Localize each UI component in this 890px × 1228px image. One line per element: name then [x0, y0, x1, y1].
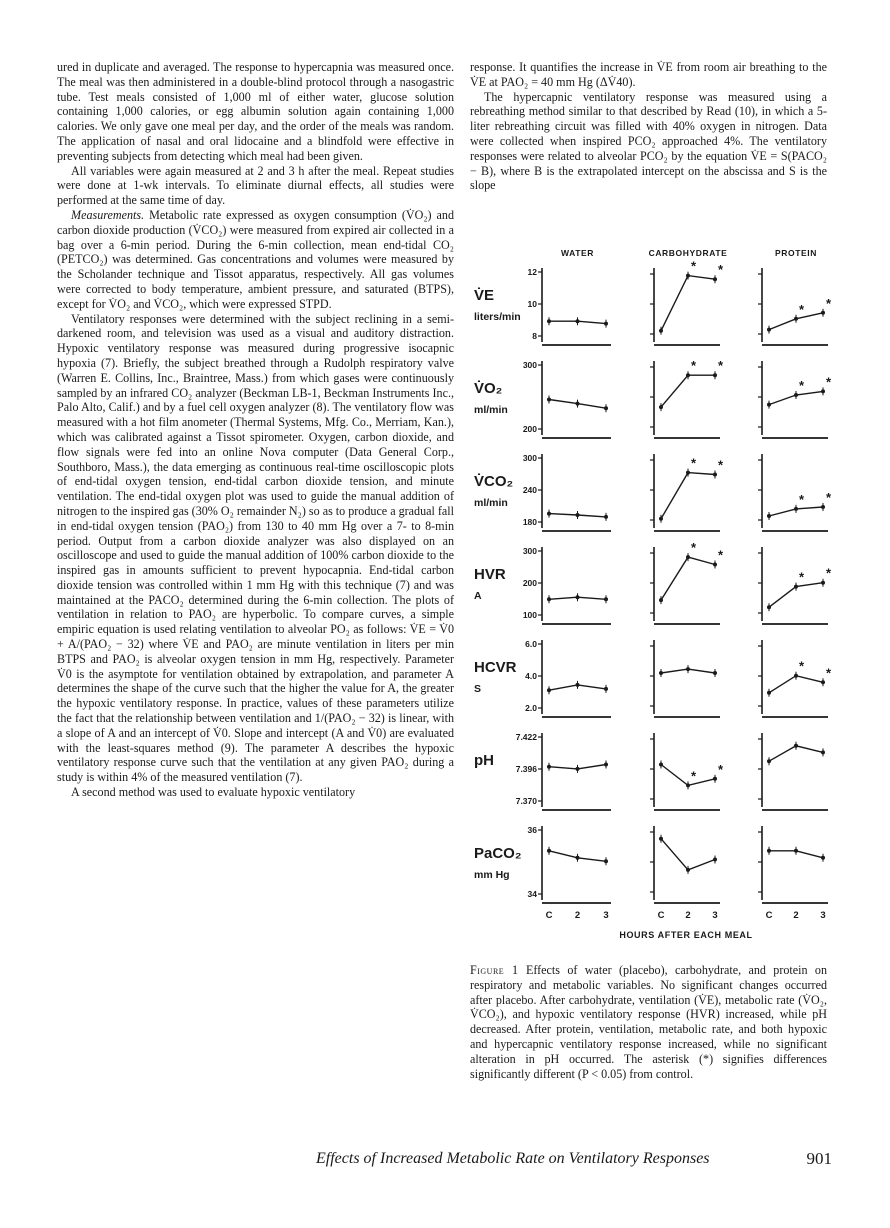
- paragraph: A second method was used to evaluate hypoxic ventilatory: [71, 785, 356, 800]
- figure-chart: [468, 244, 834, 944]
- paragraph: All variables were again measured at 2 and 3 h after the meal. Repeat studies were done at 1-wk intervals. To eliminate diurnal effects, all studies were performed at the same time of day.: [57, 163, 454, 208]
- panel-label: PaCO₂: [474, 845, 522, 862]
- y-tick-label: 200: [522, 424, 537, 434]
- section-heading: Measurements.: [71, 207, 145, 222]
- left-text-column: [57, 60, 454, 800]
- significance-asterisk: *: [691, 258, 697, 274]
- y-tick-label: 34: [527, 889, 537, 899]
- x-tick-label: 3: [712, 910, 718, 921]
- y-tick-label: 240: [522, 485, 537, 495]
- paragraph-text: Metabolic rate expressed as oxygen consumption (V̇O₂) and carbon dioxide production (V̇CO₂) were measured from expired air collected in a bag over a 6-min period. During the 6-min collection, mean end-tidal CO₂ (PETCO₂) was determined. Gas concentrations and volumes were measured by the Scholander technique and Tissot apparatus, respectively. All gas volumes were corrected to body temperature, ambient pressure, and saturated (BTPS), except for V̇O₂ and V̇CO₂, which were expressed STPD.: [57, 207, 454, 311]
- significance-asterisk: *: [826, 490, 832, 505]
- x-tick-label: 3: [820, 910, 826, 921]
- x-tick-label: 2: [685, 910, 691, 921]
- figure-label: Figure 1: [470, 963, 519, 977]
- panel-label: HVR: [474, 566, 506, 583]
- significance-asterisk: *: [799, 301, 805, 317]
- x-axis-label: HOURS AFTER EACH MEAL: [619, 930, 753, 940]
- running-title: Effects of Increased Metabolic Rate on Ventilatory Responses: [316, 1150, 710, 1167]
- y-tick-label: 200: [522, 578, 537, 588]
- y-tick-label: 2.0: [525, 703, 537, 713]
- series-line: [661, 557, 715, 600]
- x-tick-label: 3: [603, 910, 609, 921]
- y-tick-label: 7.422: [515, 732, 537, 742]
- significance-asterisk: *: [799, 658, 805, 674]
- paragraph: response. It quantifies the increase in V̇E from room air breathing to the V̇E at PAO₂ = 40 mm Hg (ΔV̇40).: [470, 60, 827, 89]
- y-tick-label: 7.370: [515, 796, 537, 806]
- y-tick-label: 180: [522, 517, 537, 527]
- y-tick-label: 7.396: [515, 764, 537, 774]
- paragraph: Ventilatory responses were determined with the subject reclining in a semi-darkened room, and television was used as a visual and auditory distraction. Hypoxic ventilatory response was measured during progressive isocapnic hypoxia (7). Briefly, the subject breathed through a Rudolph respiratory valve (Warren E. Collins, Inc., Braintree, Mass.) from which gases were continuously sampled by an infrared CO₂ analyzer (Beckman LB-1, Beckman Instruments Inc., Palo Alto, Calif.) and by a fuel cell oxygen analyzer (8). The ventilatory flow was measured with a hot film anometer (Thermal Systems, Mfg. Co., Merriam, Kan.), which was calibrated against a Tissot spirometer. Oxygen, carbon dioxide, and flow signals were fed into an online Nova computer (Data General Corp., Southboro, Mass.), the data emerging as continuous real-time oscilloscopic plots of end-tidal oxygen tension, end-tidal carbon dioxide tension, and minute ventilation. The end-tidal oxygen plot was used to guide the manual addition of nitrogen to the inspired gas (30% O₂ remainder N₂) so as to produce a gradual fall in end-tidal oxygen tension (PAO₂) from 130 to 40 mm Hg over a 7- to 8-min period. Output from a carbon dioxide analyzer was also displayed on an oscilloscope and used to guide the manual addition of 100% carbon dioxide to the inspired gas in amounts sufficient to prevent hypocapnia. End-tidal carbon dioxide tension was controlled within 1 mm Hg with this technique (7) and was maintained at the PACO₂ determined during the 6-min collection. The plots of ventilation in relation to PAO₂ are hyperbolic. To compare curves, a simple empiric equation is used relating ventilation to alveolar PO₂ as follows: V̇E = V̇0 + A/(PAO₂ − 32) where V̇E and PAO₂ are minute ventilation in liters per min BTPS and PAO₂ is alveolar oxygen tension in mm Hg, respectively. Parameter V̇0 is the asymptote for ventilation obtained by extrapolation, and parameter A determines the shape of the curve such that the higher the value for A, the greater the hypoxic ventilatory response. In practice, values of these parameters utilize the fact that the relationship between ventilation and 1/(PAO₂ − 32) is linear, with a slope of A and an intercept of V̇0. Slope and intercept (A and V̇0) are evaluated with the least-squares method (9). The parameter A describes the hypoxic ventilatory response curve such that the ventilation at any given PAO₂ during a study is within 4% of the measured ventilation (7).: [57, 311, 454, 785]
- column-header: WATER: [560, 248, 595, 258]
- x-tick-label: 2: [793, 910, 799, 921]
- panel-label: V̇O₂: [474, 380, 503, 397]
- x-tick-label: C: [657, 910, 665, 921]
- column-header: CARBOHYDRATE: [648, 248, 728, 258]
- y-tick-label: 8: [532, 331, 537, 341]
- significance-asterisk: *: [718, 358, 724, 374]
- significance-asterisk: *: [691, 768, 697, 784]
- significance-asterisk: *: [826, 665, 832, 681]
- significance-asterisk: *: [691, 455, 697, 471]
- y-tick-label: 10: [527, 299, 537, 309]
- y-tick-label: 4.0: [525, 671, 537, 681]
- paragraph: The hypercapnic ventilatory response was measured using a rebreathing method similar to that described by Read (10), in which a 5-liter rebreathing circuit was filled with 40% oxygen in nitrogen. Data were collected when inspired PCO₂ approached 4%. The ventilatory responses were related to alveolar PCO₂ by the equation V̇E = S(PACO₂ − B), where B is the extrapolated intercept on the abscissa and S is the slope: [470, 89, 827, 193]
- x-tick-label: C: [765, 910, 773, 921]
- right-text-column: [470, 60, 827, 193]
- page-footer: [316, 1150, 832, 1174]
- paragraph-measurements: [57, 208, 454, 312]
- series-line: [661, 473, 715, 519]
- panel-unit: mm Hg: [474, 869, 510, 881]
- series-line: [661, 839, 715, 870]
- panel-unit: ml/min: [474, 404, 508, 416]
- significance-asterisk: *: [691, 358, 697, 374]
- significance-asterisk: *: [826, 374, 832, 390]
- series-line: [661, 276, 715, 331]
- significance-asterisk: *: [718, 457, 724, 473]
- figure-caption: [470, 963, 827, 1081]
- panel-unit: S: [474, 683, 482, 695]
- page-number: 901: [806, 1149, 832, 1168]
- column-header: PROTEIN: [775, 248, 817, 258]
- series-line: [661, 375, 715, 407]
- panel-label: V̇E: [474, 287, 495, 304]
- significance-asterisk: *: [799, 491, 805, 507]
- y-tick-label: 300: [522, 546, 537, 556]
- significance-asterisk: *: [799, 569, 805, 585]
- significance-asterisk: *: [826, 295, 832, 311]
- panel-label: pH: [474, 752, 494, 769]
- x-tick-label: 2: [574, 910, 581, 921]
- caption-text: Effects of water (placebo), carbohydrate, and protein on respiratory and metabolic variables. No significant changes occurred after placebo. After carbohydrate, ventilation (V̇E), metabolic rate (V̇O₂, V̇CO₂), and hypoxic ventilatory response (HVR) increased, while pH decreased. After protein, ventilation, metabolic rate, and both hypoxic and hypercapnic ventilatory response increased, while no significant alteration in pH occurred. The asterisk (*) signifies differences significantly different (P < 0.05) from control.: [470, 963, 827, 1081]
- y-tick-label: 100: [522, 610, 537, 620]
- paragraph: ured in duplicate and averaged. The response to hypercapnia was measured once. The meal was then administered in a double-blind protocol through a nasogastric tube. Test meals consisted of 1,000 ml of either water, glucose solution containing 1,000 calories, or egg albumin solution again containing 1,000 calories. We only gave one meal per day, and the order of the meals was random. The application of nasal and oral lidocaine and a blindfold were effective in preventing subjects from detecting which meal had been given.: [57, 60, 454, 163]
- y-tick-label: 300: [522, 360, 537, 370]
- y-tick-label: 36: [527, 825, 537, 835]
- significance-asterisk: *: [799, 378, 805, 393]
- y-tick-label: 6.0: [525, 639, 537, 649]
- panel-label: HCVR: [474, 659, 517, 676]
- panel-unit: ml/min: [474, 497, 508, 509]
- figure-1: [468, 244, 834, 944]
- significance-asterisk: *: [718, 262, 724, 278]
- panel-label: V̇CO₂: [474, 473, 514, 490]
- significance-asterisk: *: [826, 565, 832, 581]
- panel-unit: liters/min: [474, 311, 521, 323]
- significance-asterisk: *: [718, 547, 724, 563]
- x-tick-label: C: [545, 910, 553, 921]
- significance-asterisk: *: [691, 540, 697, 556]
- significance-asterisk: *: [718, 761, 724, 777]
- y-tick-label: 12: [527, 267, 537, 277]
- y-tick-label: 300: [522, 453, 537, 463]
- panel-unit: A: [474, 590, 482, 602]
